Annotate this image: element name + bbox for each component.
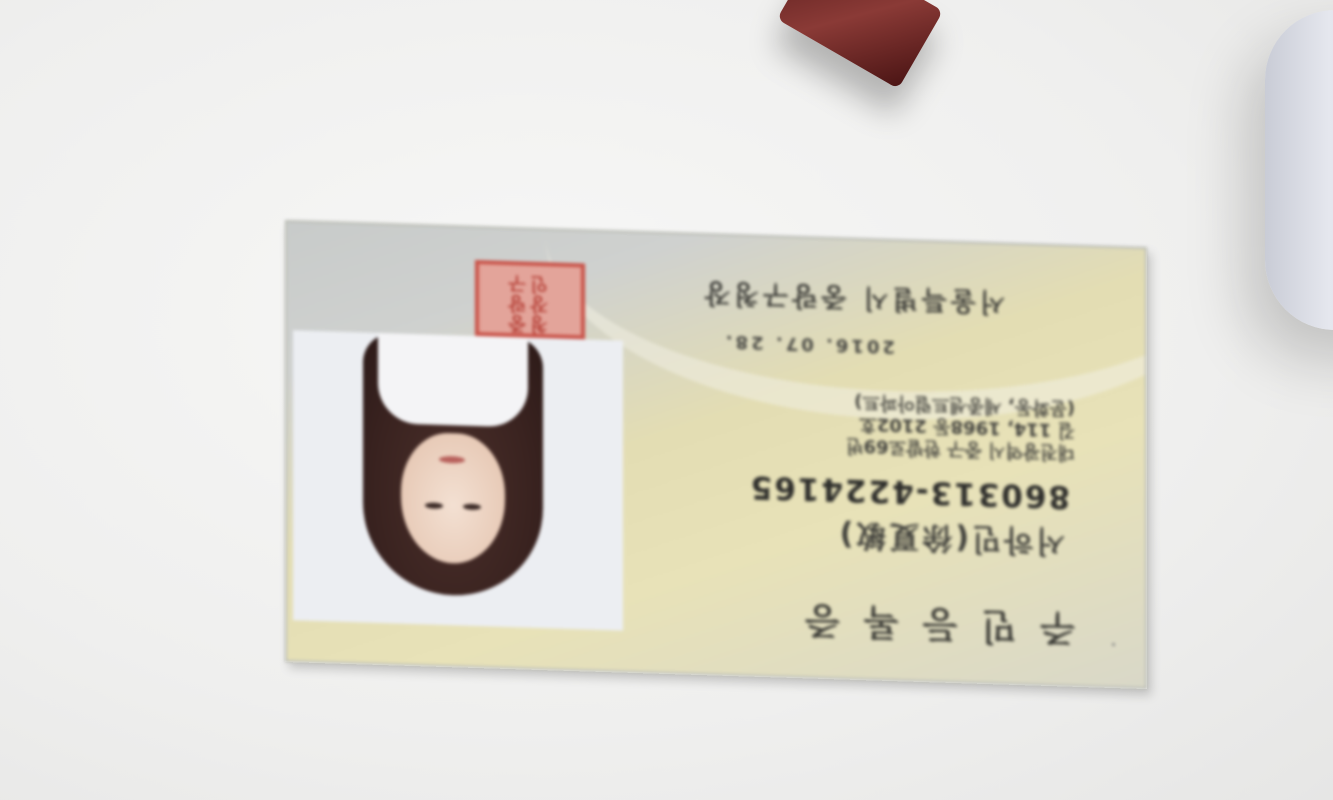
issuer-name: 서울특별시 중랑구청장 [700, 277, 1005, 317]
photo-eye [425, 502, 443, 509]
resident-number: 860313-4224165 [748, 468, 1070, 515]
photo-mouth [439, 456, 465, 464]
id-card-face [285, 220, 1147, 689]
card-title: 주민등록증 [781, 598, 1075, 649]
issue-date: 2016. 07. 28. [722, 330, 895, 358]
holder-address [655, 384, 1075, 463]
address-line: 대전광역시 중구 한밭로69번 [846, 434, 1075, 463]
seal-text: 중랑구청장인 [508, 273, 551, 335]
photo-eye [463, 504, 481, 511]
address-line: 길 114, 1968동 2102호 [859, 413, 1075, 441]
holder-photo [293, 330, 623, 630]
photo-shirt [378, 333, 528, 428]
address-line: (문화동, 세종센트럴아파트) [854, 390, 1075, 419]
holder-name: 서하민(徐夏敏) [836, 516, 1065, 559]
card-dot [1112, 643, 1115, 646]
grey-device-object [1265, 10, 1333, 330]
official-seal [475, 260, 585, 339]
red-wrapper-object [777, 0, 943, 89]
id-card [285, 220, 1147, 689]
